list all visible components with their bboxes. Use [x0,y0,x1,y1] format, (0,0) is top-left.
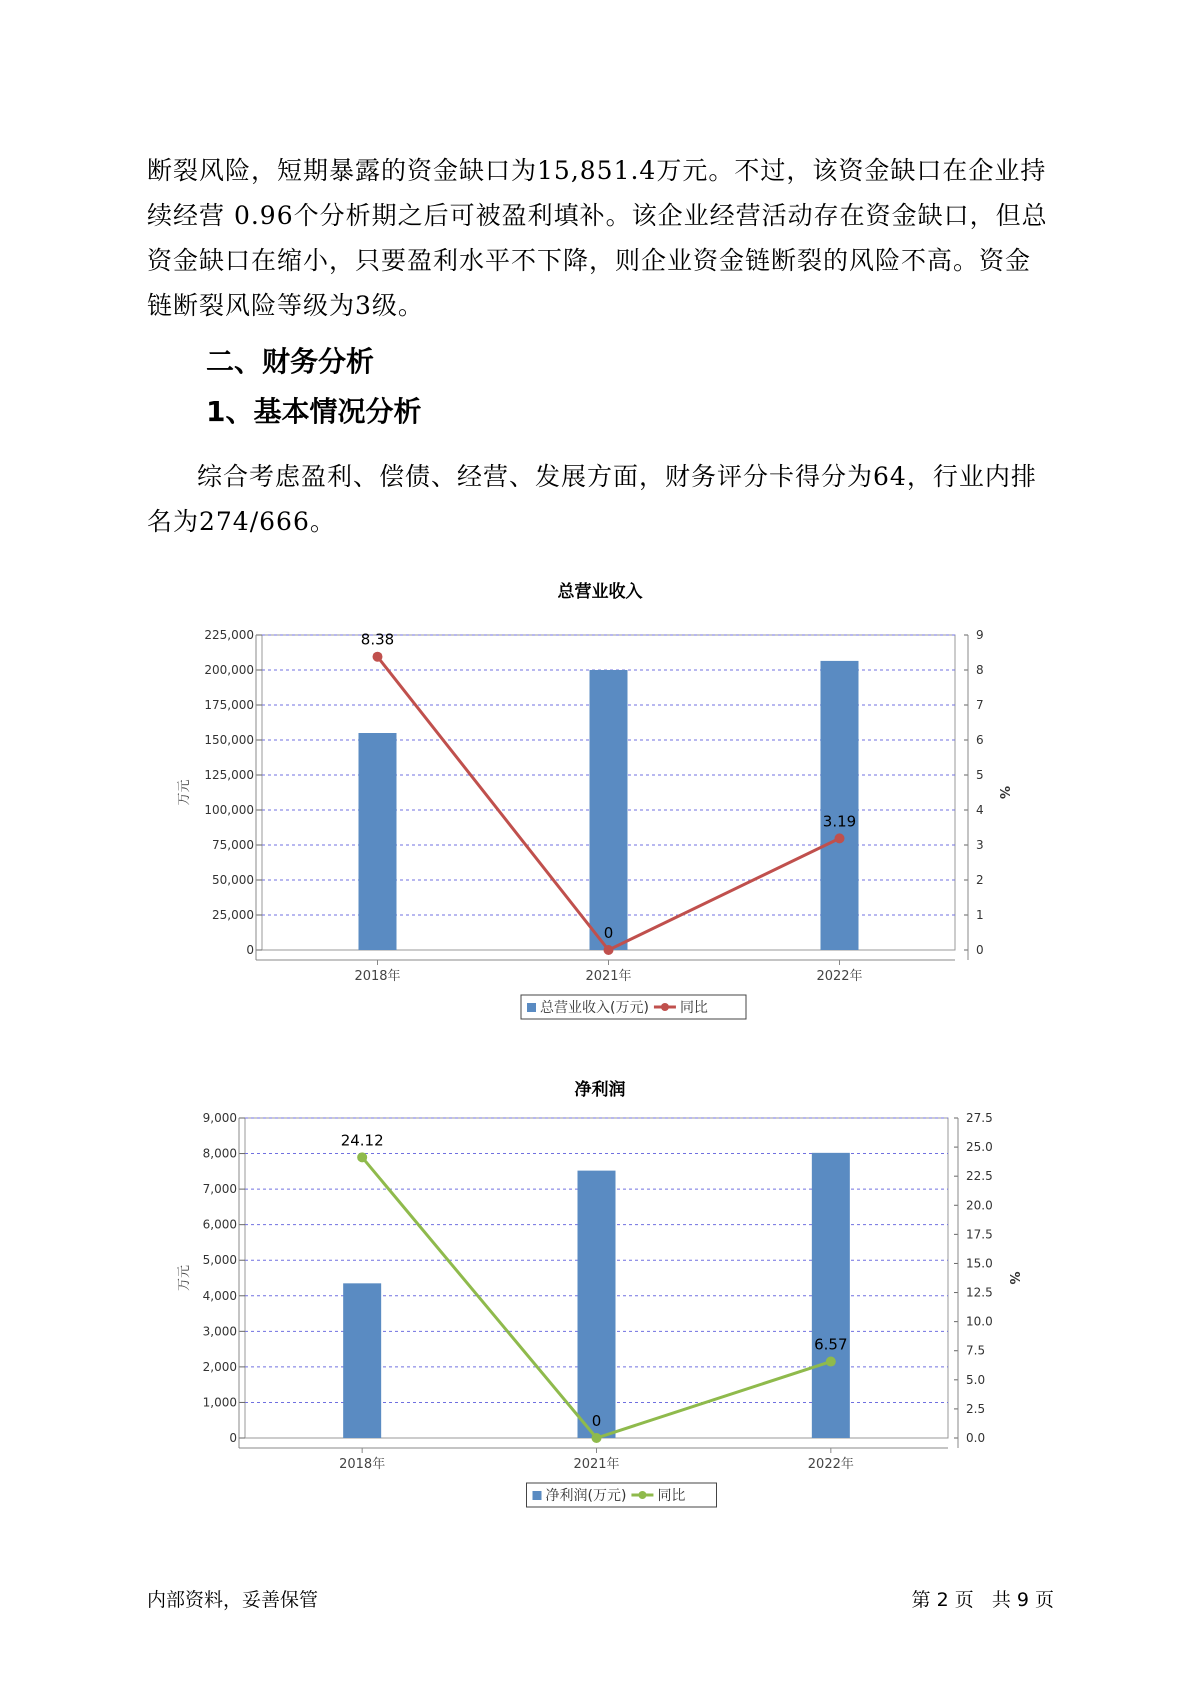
y2-tick-label: 12.5 [966,1285,993,1300]
y-tick-label: 150,000 [204,733,254,747]
y2-tick-label: 0.0 [966,1431,986,1445]
y2-tick-label: 15.0 [966,1256,993,1271]
x-tick-label: 2021年 [585,969,632,984]
yoy-data-label: 8.38 [360,630,395,649]
risk-paragraph: 断裂风险，短期暴露的资金缺口为15,851.4万元。不过，该资金缺口在企业持续经营 0.96个分析期之后可被盈利填补。该企业经营活动存在资金缺口，但总资金缺口在缩小，只要盈利水平不下降，则企业资金链断裂的风险不高。资金链断裂风险等级为3级。 [147,156,1048,320]
net-profit-chart [0,1098,1191,1558]
y2-tick-label: 4 [976,803,984,817]
legend-line-marker [638,1491,646,1499]
y2-tick-label: 9 [976,628,984,642]
yoy-point [373,652,383,662]
legend-line-label: 同比 [679,1000,708,1016]
y2-tick-label: 7.5 [966,1343,986,1358]
y-tick-label: 4,000 [202,1288,237,1303]
y-tick-label: 50,000 [212,873,254,887]
x-tick-label: 2018年 [354,969,401,984]
y2-tick-label: 1 [976,908,984,922]
subsection-heading: 1、基本情况分析 [206,395,422,428]
y-tick-label: 6,000 [202,1217,237,1232]
y-tick-label: 125,000 [204,768,254,782]
chart-title-net-profit: 净利润 [574,1080,626,1100]
bar [821,661,859,950]
yoy-point [604,945,614,955]
y-tick-label: 7,000 [202,1182,237,1197]
y2-tick-label: 5.0 [966,1372,986,1387]
yoy-data-label: 3.19 [822,812,857,831]
footer-note: 内部资料，妥善保管 [147,1589,319,1611]
yoy-data-label: 24.12 [340,1131,384,1150]
y2-tick-label: 2.5 [966,1401,986,1416]
y2-tick-label: 8 [976,663,984,677]
legend-bar-swatch [527,1003,536,1012]
y2-tick-label: 17.5 [966,1227,993,1242]
y-tick-label: 0 [246,943,254,957]
yoy-data-label: 0 [603,924,614,942]
y-tick-label: 100,000 [204,803,254,817]
y2-axis-label: % [996,785,1011,800]
y2-tick-label: 10.0 [966,1314,993,1329]
bar [359,733,397,950]
y2-tick-label: 22.5 [966,1169,993,1184]
yoy-data-label: 0 [591,1412,602,1430]
y-tick-label: 9,000 [202,1111,237,1125]
yoy-point [592,1433,602,1443]
y-tick-label: 5,000 [202,1253,237,1268]
yoy-point [357,1152,367,1162]
y-tick-label: 175,000 [204,698,254,712]
y2-tick-label: 20.0 [966,1198,993,1213]
page-number: 第 2 页 共 9 页 [911,1589,1054,1611]
x-tick-label: 2022年 [807,1457,854,1472]
y2-axis-label: % [1006,1271,1021,1285]
y-tick-label: 75,000 [212,838,254,852]
y2-tick-label: 0 [976,943,984,957]
legend-bar-label: 净利润(万元) [545,1488,627,1504]
y-tick-label: 200,000 [204,663,254,677]
y-tick-label: 25,000 [212,908,254,922]
y2-tick-label: 6 [976,733,984,747]
x-tick-label: 2021年 [573,1457,620,1472]
x-tick-label: 2018年 [339,1457,386,1472]
y2-tick-label: 25.0 [966,1140,993,1155]
legend-bar-swatch [533,1491,542,1500]
chart-title-revenue: 总营业收入 [557,582,643,602]
y-tick-label: 1,000 [202,1395,237,1410]
y-tick-label: 8,000 [202,1146,237,1161]
x-tick-label: 2022年 [816,969,863,984]
y2-tick-label: 3 [976,838,984,852]
y-tick-label: 2,000 [202,1359,237,1374]
bar [812,1153,850,1438]
revenue-chart [0,600,1191,1060]
legend-bar-label: 总营业收入(万元) [540,1000,649,1016]
y2-tick-label: 7 [976,698,984,712]
y-tick-label: 225,000 [204,628,254,642]
y-tick-label: 0 [229,1431,237,1445]
yoy-point [835,833,845,843]
yoy-point [826,1357,836,1367]
bar [578,1171,616,1438]
y2-tick-label: 5 [976,768,984,782]
legend-line-marker [661,1003,669,1011]
bar [343,1283,381,1438]
y2-tick-label: 27.5 [966,1111,993,1125]
score-paragraph: 综合考虑盈利、偿债、经营、发展方面，财务评分卡得分为64，行业内排名为274/666。 [147,462,1037,536]
section-heading: 二、财务分析 [206,345,375,378]
yoy-data-label: 6.57 [814,1335,848,1354]
y-tick-label: 3,000 [202,1324,237,1339]
y2-tick-label: 2 [976,873,984,887]
bar [590,670,628,950]
y-axis-label: 万元 [177,1264,192,1292]
legend-line-label: 同比 [657,1488,686,1504]
y-axis-label: 万元 [177,779,192,806]
